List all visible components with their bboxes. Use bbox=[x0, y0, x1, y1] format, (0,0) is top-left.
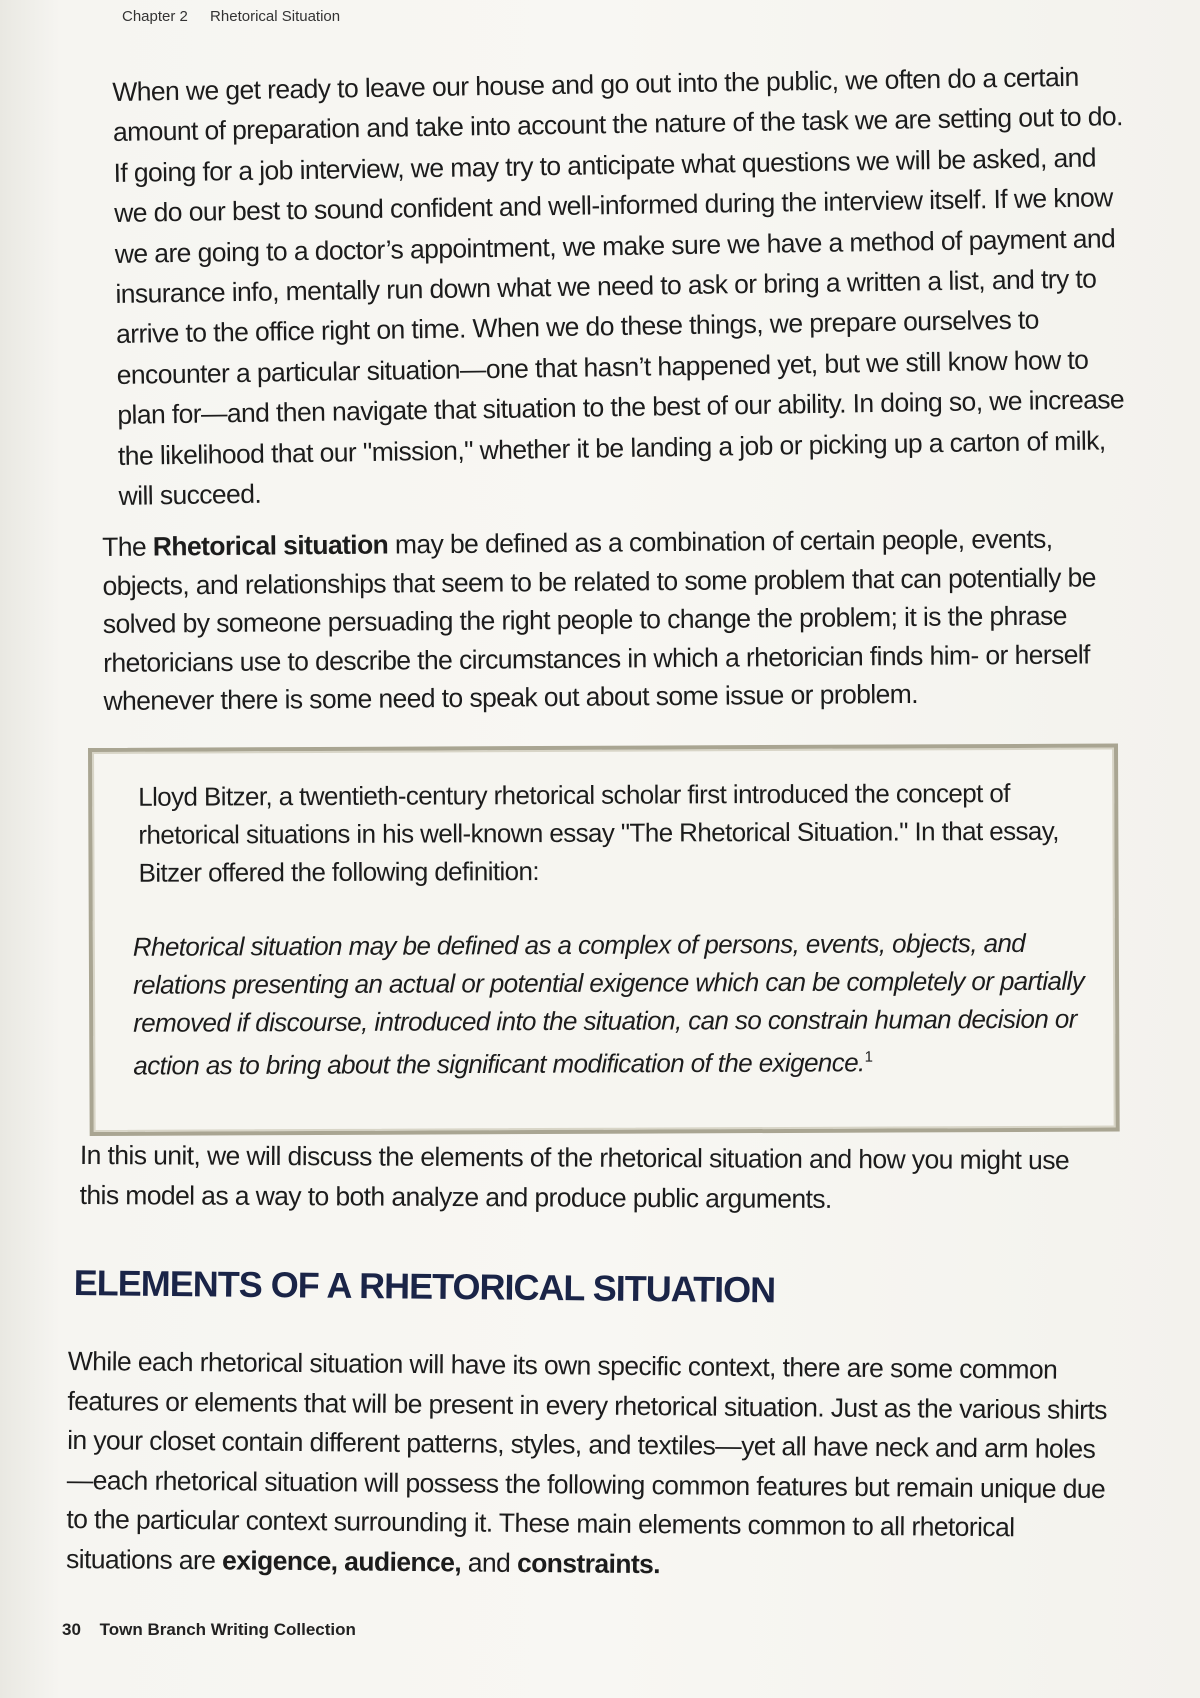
quote-definition bbox=[133, 924, 1094, 1085]
paragraph-intro: When we get ready to leave our house and go out into the public, we often do a certain amount of preparation and take into account the nature of the task we are setting out to do. If going for a job interview, we may try to anticipate what questions we will be asked, and we do our best to sound confident and well-informed during the interview itself. If we know we are going to a doctor’s appointment, we make sure we have a method of payment and insurance info, mentally run down what we need to ask or bring a written a list, and try to arrive to the office right on time. When we do these things, we prepare ourselves to encounter a particular situation—one that hasn’t happened yet, but we still know how to plan for—and then navigate that situation to the best of our ability. In doing so, we increase the likelihood that our "mission," whether it be landing a job or picking up a carton of milk, will succeed. bbox=[112, 61, 1125, 512]
quote-intro: Lloyd Bitzer, a twentieth-century rhetorical scholar first introduced the concept of rhetorical situations in his well-known essay "The Rhetorical Situation." In that essay, Bitzer offered the following definition: bbox=[138, 777, 1059, 888]
definition-body: may be defined as a combination of certain people, events, objects, and relationships that seem to be related to some problem that can potentially be solved by someone persuading the right people to change the problem; it is the phrase rhetoricians use to describe the circumstances in which a rhetorician finds him- or herself whenever there is some need to speak out about some issue or problem. bbox=[102, 523, 1096, 716]
bitzer-quote-box bbox=[88, 744, 1120, 1136]
quote-definition-text: Rhetorical situation may be defined as a complex of persons, events, objects, and relations presenting an actual or potential exigence which can be completely or partially removed if discourse, introduced into the situation, can so constrain human decision or action as to bring about the significant modification of the exigence. bbox=[132, 927, 1085, 1081]
collection-title: Town Branch Writing Collection bbox=[99, 1620, 356, 1639]
separator-2: and bbox=[460, 1546, 518, 1578]
paragraph-elements bbox=[66, 1342, 1108, 1588]
elements-body: While each rhetorical situation will have its own specific context, there are some common features or elements that will be present in every rhetorical situation. Just as the various shirts in your closet contain different patterns, styles, and textiles—yet all have neck and arm holes—each rhetorical situation will possess the following common features but remain unique due to the particular context surrounding it. These main elements common to all rhetorical situations are bbox=[65, 1345, 1107, 1575]
page-number: 30 bbox=[62, 1620, 81, 1639]
term-audience: audience, bbox=[344, 1545, 462, 1577]
definition-term: Rhetorical situation bbox=[152, 529, 389, 562]
chapter-title: Rhetorical Situation bbox=[210, 8, 341, 25]
term-exigence: exigence, bbox=[221, 1544, 338, 1576]
running-head bbox=[122, 8, 358, 25]
section-heading: ELEMENTS OF A RHETORICAL SITUATION bbox=[73, 1262, 776, 1311]
definition-lead: The bbox=[102, 531, 153, 562]
paragraph-unit-overview: In this unit, we will discuss the elements of the rhetorical situation and how you might use this model as a way to both analyze and produce public arguments. bbox=[79, 1139, 1070, 1214]
paragraph-definition bbox=[102, 519, 1122, 720]
term-constraints: constraints. bbox=[516, 1547, 661, 1579]
page-footer bbox=[62, 1620, 356, 1640]
footnote-marker: 1 bbox=[864, 1048, 873, 1066]
chapter-label: Chapter 2 bbox=[122, 8, 188, 25]
